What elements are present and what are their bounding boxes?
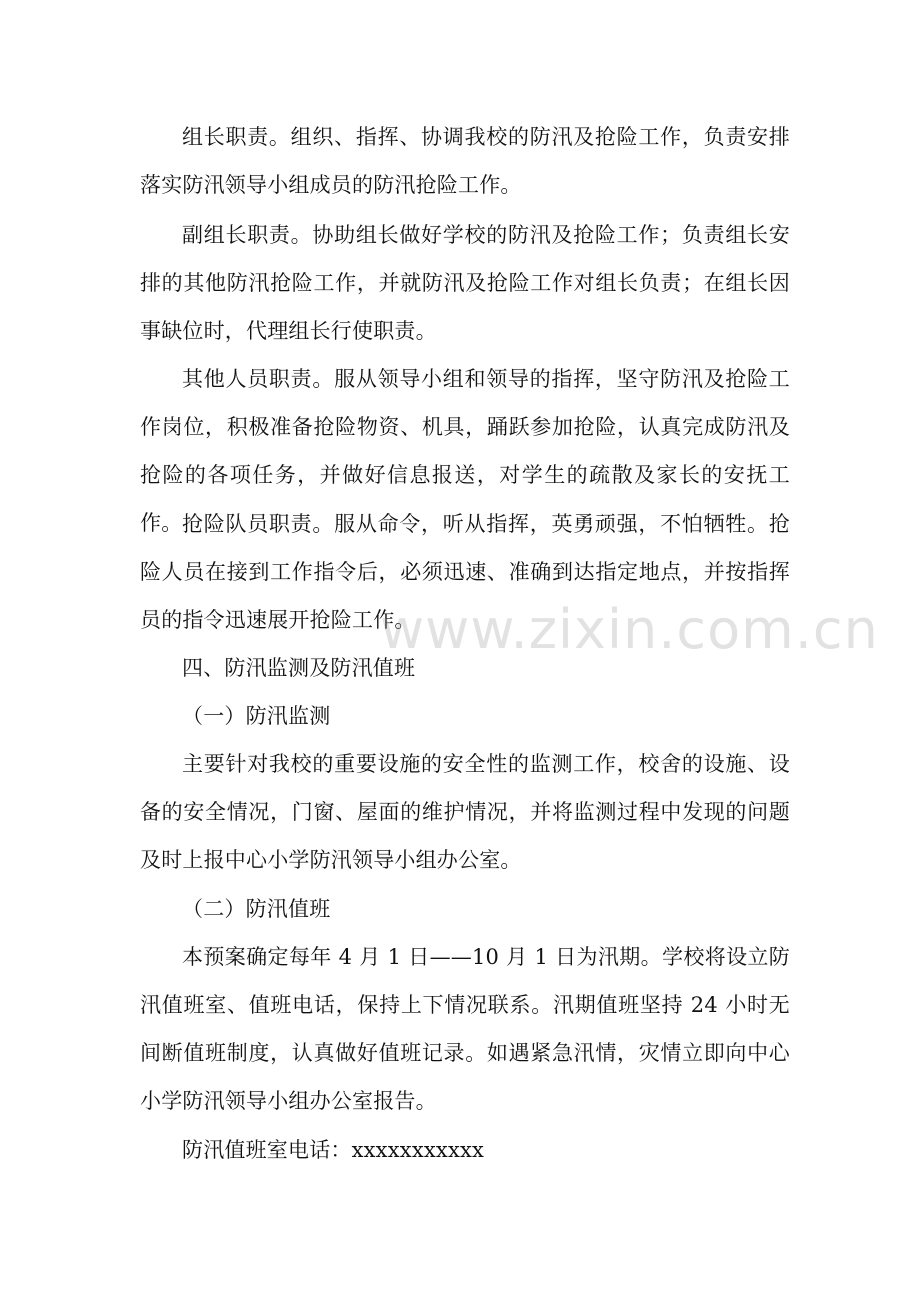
paragraph-monitoring: 主要针对我校的重要设施的安全性的监测工作，校舍的设施、设备的安全情况，门窗、屋面的维护情况，并将监测过程中发现的问题及时上报中心小学防汛领导小组办公室。 [140, 752, 790, 872]
site-watermark: www.zixin.com.cn [380, 598, 879, 661]
paragraph-deputy-leader-duties: 副组长职责。协助组长做好学校的防汛及抢险工作；负责组长安排的其他防汛抢险工作，并就防汛及抢险工作对组长负责；在组长因事缺位时，代理组长行使职责。 [140, 223, 790, 343]
paragraph-rescue-team-duties: 抢险队员职责。服从命令，听从指挥，英勇顽强，不怕牺牲。抢险人员在接到工作指令后，必须迅速、准确到达指定地点，并按指挥员的指令迅速展开抢险工作。 [140, 512, 790, 632]
paragraph-duty: 本预案确定每年 4 月 1 日——10 月 1 日为汛期。学校将设立防汛值班室、值班电话，保持上下情况联系。汛期值班坚持 24 小时无间断值班制度，认真做好值班记录。如遇紧急汛情，灾情立即向中心小学防汛领导小组办公室报告。 [140, 945, 790, 1113]
subsection-heading-monitoring: （一）防汛监测 [182, 704, 331, 728]
duty-phone-line: 防汛值班室电话：xxxxxxxxxxx [182, 1138, 485, 1162]
paragraph-other-staff-duties: 其他人员职责。服从领导小组和领导的指挥，坚守防汛及抢险工作岗位，积极准备抢险物资、机具，踊跃参加抢险，认真完成防汛及抢险的各项任务，并做好信息报送，对学生的疏散及家长的安抚工作。 [140, 367, 790, 535]
subsection-heading-duty: （二）防汛值班 [182, 897, 331, 921]
paragraph-leader-duties: 组长职责。组织、指挥、协调我校的防汛及抢险工作，负责安排落实防汛领导小组成员的防汛抢险工作。 [140, 125, 790, 197]
section-heading-monitoring-and-duty: 四、防汛监测及防汛值班 [182, 656, 416, 680]
